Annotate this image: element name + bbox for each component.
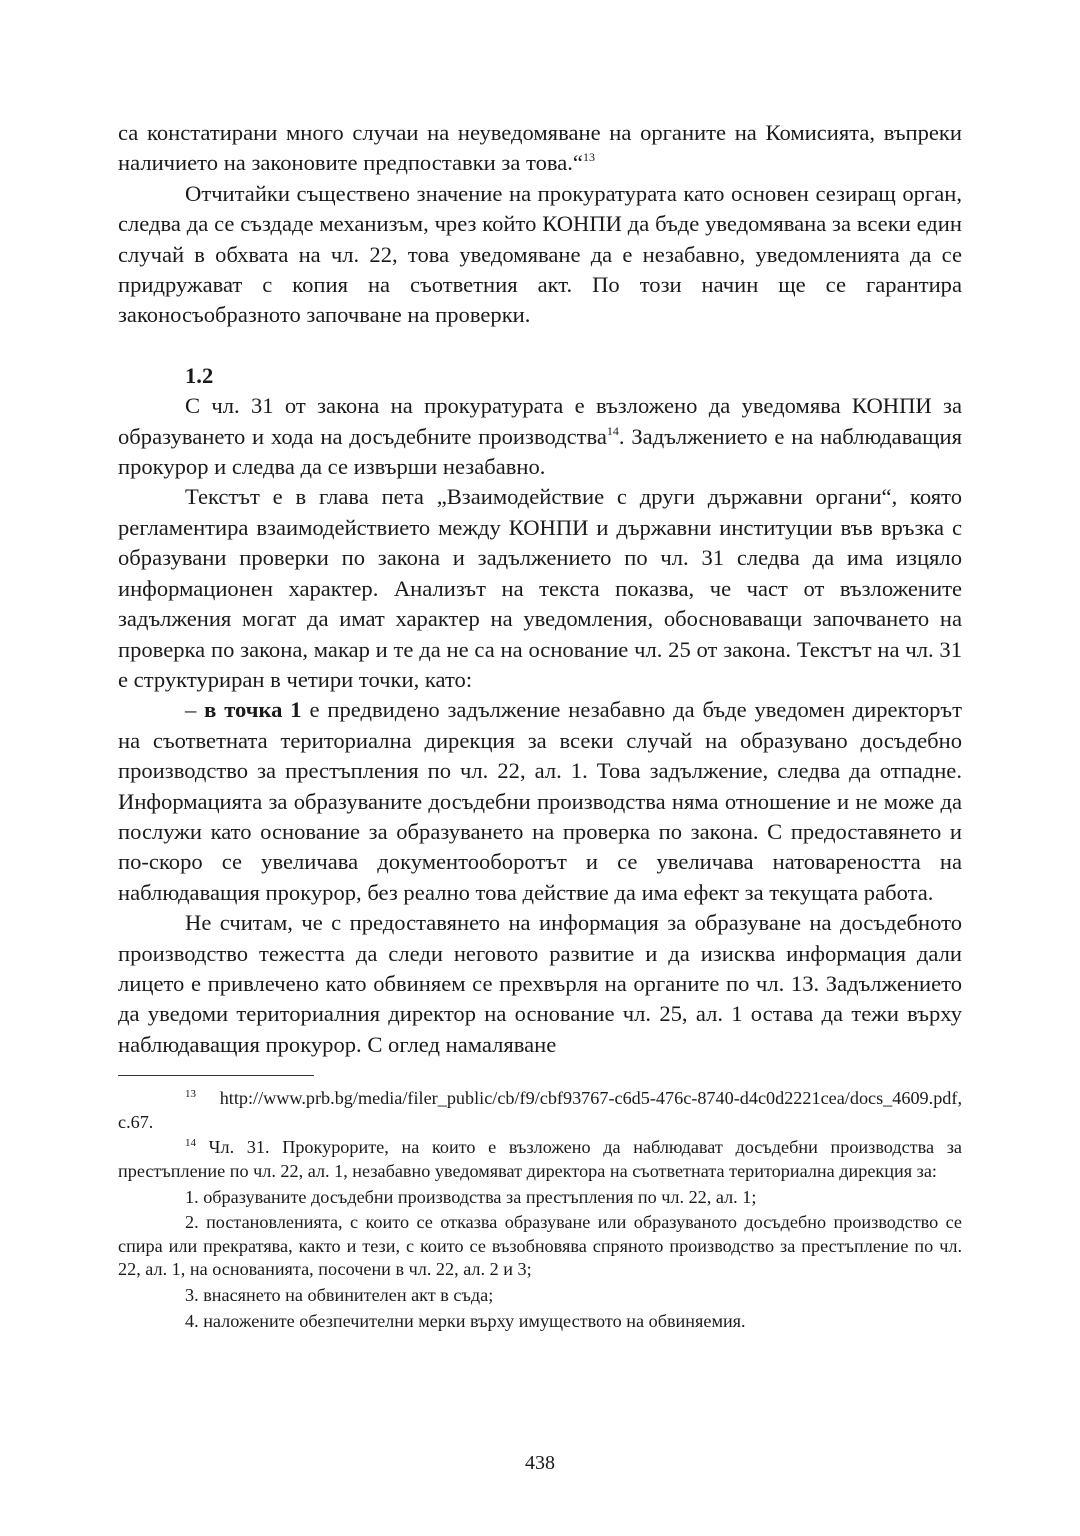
footnote-ref-13[interactable]: 13 <box>582 150 595 165</box>
footnotes <box>118 1087 962 1333</box>
paragraph-5: – в точка 1 е предвидено задължение незабавно да бъде уведомен директорът на съответната териториална дирекция за всеки случай на образувано досъдебно производство за престъпления по чл. 22, ал. 1. Това задължение, следва да отпадне. Информацията за образуваните досъдебни производства няма отношение и не може да послужи като основание за образуването на проверка по закона. С предоставянето и по-скоро се увеличава документооборотът и се увеличава натовареността на наблюдаващия прокурор, без реално това действие да има ефект за текущата работа. <box>118 697 962 905</box>
footnote-14-item-3: 3. внасянето на обвинителен акт в съда; <box>185 1284 494 1305</box>
footnote-14-item-2: 2. постановленията, с които се отказва образуване или образуваното досъдебно производство се спира или прекратява, както и тези, с които се възобновява спряното производство за престъпление по чл. 22, ал. 1, на основанията, посочени в чл. 22, ал. 2 и 3; <box>118 1212 962 1280</box>
footnote-divider <box>118 1075 314 1076</box>
footnote-14: $^{14}$ Чл. 31. Прокурорите, на които е възложено да наблюдават досъдебни производства за престъпление по чл. 22, ал. 1, незабавно уведомяват директора на съответната териториална дирекция за: <box>118 1137 962 1181</box>
main-text <box>118 118 962 1060</box>
paragraph-6: Не считам, че с предоставянето на информация за образуване на досъдебното производство тежестта да следи неговото развитие и да изисква информация дали лицето е привлечено като обвиняем се прехвърля на органите по чл. 13. Задължението да уведоми териториалния директор на основание чл. 25, ал. 1 остава да тежи върху наблюдаващия прокурор. С оглед намаляване <box>118 910 962 1057</box>
footnote-13-link[interactable]: http://www.prb.bg/media/filer_public/cb/f9/cbf93767-c6d5-476c-8740-d4c0d2221cea/docs_4609.pdf, с.67. <box>118 1088 962 1132</box>
page-content <box>118 118 962 1333</box>
section-heading: 1.2 <box>185 362 214 388</box>
paragraph-1: са констатирани много случаи на неуведомяване на органите на Комисията, въпреки наличието на законовите предпоставки за това.“$^{13}$ <box>118 120 962 176</box>
bold-point-1: в точка 1 <box>204 697 302 723</box>
page-number: 438 <box>525 1452 555 1474</box>
footnote-14-item-1: 1. образуваните досъдебни производства за престъпления по чл. 22, ал. 1; <box>185 1186 757 1207</box>
footnote-14-item-4: 4. наложените обезпечителни мерки върху имуществото на обвиняемия. <box>185 1310 746 1331</box>
footnote-13: $^{13}$ http://www.prb.bg/media/filer_public/cb/f9/cbf93767-c6d5-476c-8740-d4c0d2221cea/docs_4609.pdf, с.67. <box>118 1088 962 1132</box>
footnote-ref-14[interactable]: 14 <box>606 423 619 438</box>
paragraph-4: Текстът е в глава пета „Взаимодействие с други държавни органи“, която регламентира взаимодействието между КОНПИ и държавни институции във връзка с образувани проверки по закона и задължението по чл. 31 следва да има изцяло информационен характер. Анализът на текста показва, че част от възложените задължения могат да имат характер на уведомления, обосноваващи започването на проверка по закона, макар и те да не са на основание чл. 25 от закона. Текстът на чл. 31 е структуриран в четири точки, като: <box>118 484 962 692</box>
paragraph-3: С чл. 31 от закона на прокуратурата е възложено да уведомява КОНПИ за образуването и хода на досъдебните производства$^{14}$. Задължението е на наблюдаващия прокурор и следва да се извърши незабавно. <box>118 393 962 480</box>
paragraph-2: Отчитайки съществено значение на прокуратурата като основен сезиращ орган, следва да се създаде механизъм, чрез който КОНПИ да бъде уведомявана за всеки един случай в обхвата на чл. 22, това уведомяване да е незабавно, уведомленията да се придружават с копия на съответния акт. По този начин ще се гарантира законосъобразното започване на проверки. <box>118 180 962 328</box>
